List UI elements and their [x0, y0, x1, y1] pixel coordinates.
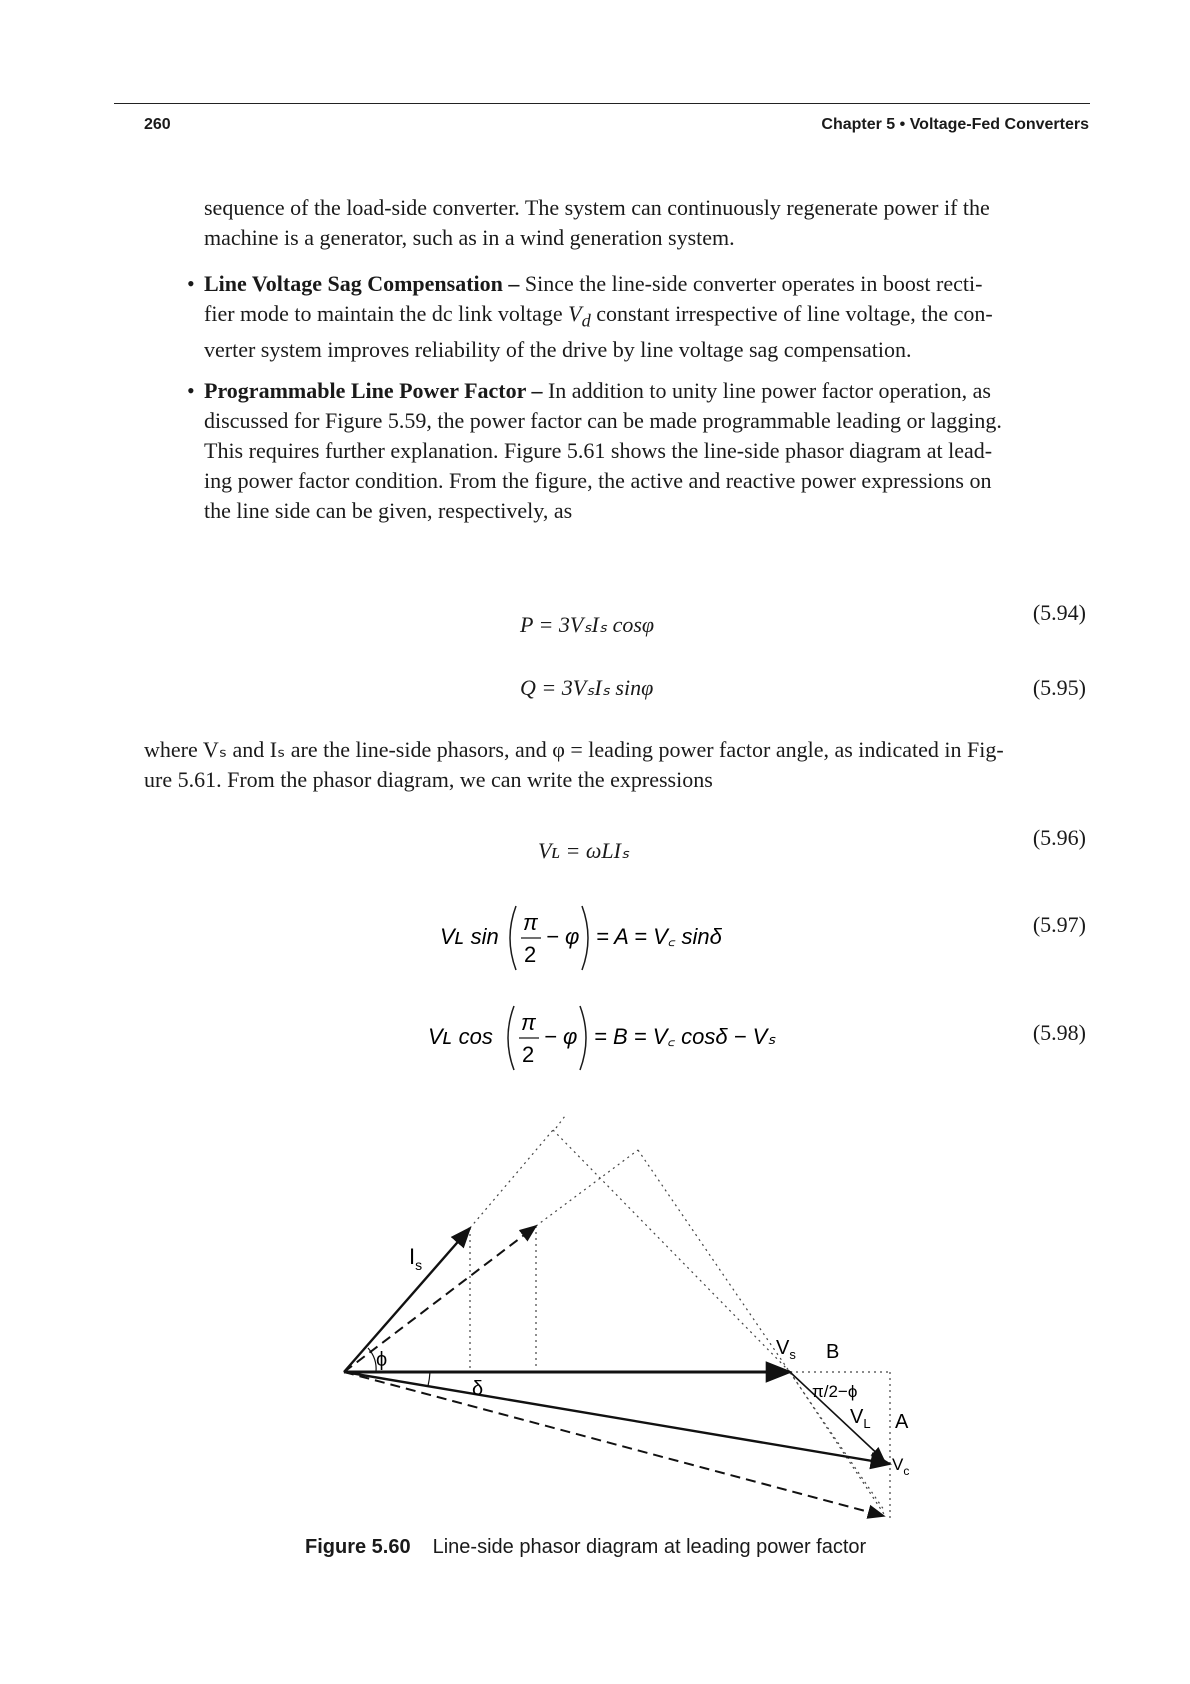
- vc-phasor-arrow: [344, 1372, 890, 1464]
- equation-5-96: Vʟ = ωLIₛ: [538, 838, 630, 863]
- construction-line: [470, 1130, 553, 1228]
- bullet-dot: •: [187, 378, 195, 403]
- page-number: 260: [144, 116, 171, 133]
- running-head: Chapter 5 • Voltage-Fed Converters: [821, 116, 1089, 133]
- label-vl: $V_L$: [850, 1406, 871, 1431]
- label-phi: ϕ: [376, 1349, 388, 1371]
- bullet-title: Programmable Line Power Factor –: [204, 378, 543, 403]
- frac-numerator: π: [521, 1010, 536, 1035]
- text-line: fier mode to maintain the dc link voltage: [204, 301, 569, 326]
- construction-line: [536, 1150, 638, 1226]
- text-line: ure 5.61. From the phasor diagram, we can write the expressions: [144, 767, 713, 792]
- eq-lhs: Vʟ sin: [440, 924, 499, 949]
- construction-line: [553, 1130, 790, 1372]
- text-line: ing power factor condition. From the figure, the active and reactive power expressions on: [204, 468, 992, 493]
- equation-number: (5.94): [1032, 600, 1086, 625]
- frac-tail: − φ: [544, 1024, 578, 1049]
- symbol-vd: V: [568, 301, 582, 326]
- equation-number: (5.95): [1032, 675, 1086, 700]
- text-line: where Vₛ and Iₛ are the line-side phasors, and φ = leading power factor angle, as indicated in Fig-: [144, 737, 1004, 762]
- frac-denominator: 2: [522, 1042, 535, 1067]
- text-line: sequence of the load-side converter. The system can continuously regenerate power if the: [204, 195, 990, 220]
- eq-lhs: Vʟ cos: [428, 1024, 493, 1049]
- dashed-phasor-arrow: [344, 1226, 536, 1372]
- equation-number: (5.97): [1032, 912, 1086, 937]
- equation-5-95: Q = 3VₛIₛ sinφ: [520, 675, 654, 700]
- text-line: verter system improves reliability of the drive by line voltage sag compensation.: [204, 337, 912, 363]
- figure-label: Figure 5.60: [305, 1536, 411, 1558]
- equation-number: (5.96): [1032, 825, 1086, 850]
- equation-number: (5.98): [1032, 1020, 1086, 1045]
- is-phasor-arrow: [344, 1228, 470, 1372]
- eq-rhs: = A = V꜀ sinδ: [596, 924, 722, 949]
- text-line: machine is a generator, such as in a wind generation system.: [204, 225, 735, 250]
- figure-caption: [305, 1536, 866, 1559]
- label-a: A: [895, 1411, 909, 1433]
- text-line: the line side can be given, respectively, as: [204, 498, 573, 523]
- symbol-vd-sub: d: [581, 310, 591, 331]
- construction-lines: [470, 1116, 890, 1520]
- construction-line: [556, 1116, 565, 1128]
- frac-numerator: π: [523, 910, 538, 935]
- equation-5-94: P = 3VₛIₛ cosφ: [520, 612, 655, 637]
- caption-text: Line-side phasor diagram at leading power factor: [432, 1536, 867, 1558]
- label-b: B: [826, 1341, 840, 1363]
- label-pi-half-phi: π/2−ϕ: [812, 1382, 858, 1401]
- label-vc: $V_c$: [892, 1455, 910, 1478]
- label-delta: δ: [472, 1378, 484, 1400]
- bullet-title: Line Voltage Sag Compensation –: [204, 271, 520, 296]
- text-line: In addition to unity line power factor operation, as: [542, 378, 991, 403]
- eq-rhs: = B = V꜀ cosδ − Vₛ: [594, 1024, 776, 1049]
- label-is: $I_s$: [409, 1244, 423, 1273]
- bullet-dot: •: [187, 271, 195, 296]
- text-line: Since the line-side converter operates in boost recti-: [519, 271, 983, 296]
- frac-tail: − φ: [546, 924, 580, 949]
- label-vs: $V_s$: [776, 1337, 796, 1362]
- frac-denominator: 2: [524, 942, 537, 967]
- text-line: constant irrespective of line voltage, the con-: [590, 301, 993, 326]
- text-line: This requires further explanation. Figure 5.61 shows the line-side phasor diagram at lead-: [204, 438, 993, 463]
- dashed-vc-arrow: [344, 1372, 884, 1516]
- text-line: discussed for Figure 5.59, the power factor can be made programmable leading or lagging.: [204, 408, 1002, 433]
- delta-arc: [428, 1372, 430, 1386]
